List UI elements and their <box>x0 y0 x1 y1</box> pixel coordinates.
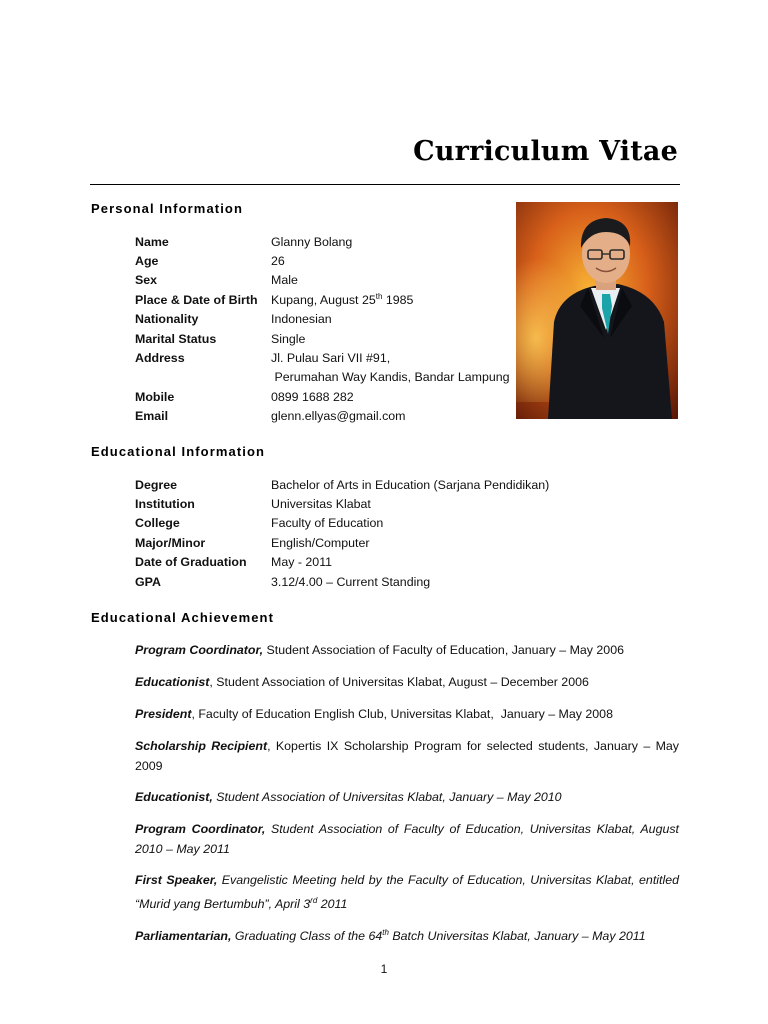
achievement-role: First Speaker, <box>135 873 218 887</box>
table-row <box>135 310 510 329</box>
email-link[interactable]: glenn.ellyas@gmail.com <box>271 409 406 424</box>
achievement-role: Scholarship Recipient <box>135 739 268 753</box>
table-row <box>135 514 549 533</box>
row-value: 3.12/4.00 – Current Standing <box>271 574 431 589</box>
achievement-text: , Kopertis IX Scholarship Program for selected students, January – May 2009 <box>135 739 679 773</box>
achievement-role: Program Coordinator, <box>135 822 266 836</box>
ordinal-suffix: th <box>375 292 383 302</box>
title-divider <box>90 184 680 185</box>
row-value: Universitas Klabat <box>271 497 371 512</box>
row-value: Perumahan Way Kandis, Bandar Lampung <box>271 370 510 385</box>
table-row <box>135 572 549 591</box>
row-label: Degree <box>135 477 178 492</box>
achievement-text: , Faculty of Education English Club, Universitas Klabat, January – May 2008 <box>191 707 613 721</box>
table-row <box>135 271 510 290</box>
achievement-text: , Student Association of Universitas Klabat, August – December 2006 <box>209 675 589 689</box>
achievement-role: President <box>135 707 192 721</box>
document-title: Curriculum Vitae <box>413 136 678 167</box>
row-value: Single <box>271 331 306 346</box>
achievement-role: Program Coordinator, <box>135 643 264 657</box>
table-row <box>135 533 549 552</box>
row-label: Marital Status <box>135 331 217 346</box>
education-info-heading: Educational Information <box>91 444 266 459</box>
achievement-text: Graduating Class of the 64 <box>231 929 383 944</box>
profile-photo <box>516 202 678 419</box>
row-label: GPA <box>135 574 161 589</box>
table-row <box>135 387 510 406</box>
row-label: Address <box>135 351 185 366</box>
row-label: Name <box>135 234 169 249</box>
table-row <box>135 348 510 367</box>
page-number: 1 <box>380 962 388 976</box>
achievement-text-end: Batch Universitas Klabat, January – May 2011 <box>388 929 646 944</box>
row-label: College <box>135 516 180 531</box>
achievement-heading: Educational Achievement <box>91 610 275 625</box>
ordinal-suffix: th <box>382 928 389 937</box>
achievement-role: Parliamentarian, <box>135 929 232 944</box>
achievement-item <box>135 820 679 859</box>
achievement-text-end: 2011 <box>317 896 348 911</box>
achievement-item <box>135 641 679 661</box>
row-label: Major/Minor <box>135 535 206 550</box>
achievement-item <box>135 923 679 947</box>
achievement-text: Student Association of Faculty of Education, January – May 2006 <box>263 643 624 657</box>
table-row <box>135 368 510 387</box>
table-row <box>135 251 510 270</box>
achievement-role: Educationist, <box>135 790 213 804</box>
row-value: Glanny Bolang <box>271 234 353 249</box>
achievement-text: Student Association of Universitas Klabat, January – May 2010 <box>212 790 562 804</box>
birth-year: 1985 <box>382 293 414 308</box>
table-row <box>135 407 510 426</box>
row-label: Date of Graduation <box>135 555 247 570</box>
table-row <box>135 329 510 348</box>
table-row <box>135 553 549 572</box>
row-label: Sex <box>135 273 158 288</box>
achievement-text: Student Association of Faculty of Education, Universitas Klabat, August 2010 – May 2011 <box>135 822 679 856</box>
table-row <box>135 290 510 309</box>
achievement-role: Educationist <box>135 675 210 689</box>
row-value: 0899 1688 282 <box>271 389 354 404</box>
row-value: Jl. Pulau Sari VII #91, <box>271 351 391 366</box>
row-label: Mobile <box>135 389 175 404</box>
row-value: Bachelor of Arts in Education (Sarjana Pendidikan) <box>271 477 550 492</box>
row-label: Nationality <box>135 312 199 327</box>
achievement-item <box>135 871 679 914</box>
row-label: Age <box>135 254 159 269</box>
row-label <box>135 368 271 387</box>
ordinal-suffix: rd <box>310 895 318 905</box>
education-info-table <box>135 475 549 591</box>
achievement-item <box>135 737 679 776</box>
row-label: Place & Date of Birth <box>135 292 258 307</box>
row-value: Indonesian <box>271 312 332 327</box>
row-value: May - 2011 <box>271 555 333 570</box>
achievement-item <box>135 705 679 725</box>
personal-info-table <box>135 232 510 426</box>
row-value <box>271 290 510 309</box>
row-label: Email <box>135 409 169 424</box>
row-value: Male <box>271 273 298 288</box>
row-value: Faculty of Education <box>271 516 384 531</box>
achievement-item <box>135 673 679 693</box>
table-row <box>135 232 510 251</box>
row-value: 26 <box>271 254 285 269</box>
achievement-text: Evangelistic Meeting held by the Faculty of Education, Universitas Klabat, entitled “Murid yang Bertumbuh”, April 3 <box>135 873 679 911</box>
table-row <box>135 494 549 513</box>
row-label: Institution <box>135 497 195 512</box>
row-value: English/Computer <box>271 535 370 550</box>
achievement-item <box>135 788 679 808</box>
personal-info-heading: Personal Information <box>91 201 244 216</box>
birth-text: Kupang, August 25 <box>271 293 376 308</box>
table-row <box>135 475 549 494</box>
